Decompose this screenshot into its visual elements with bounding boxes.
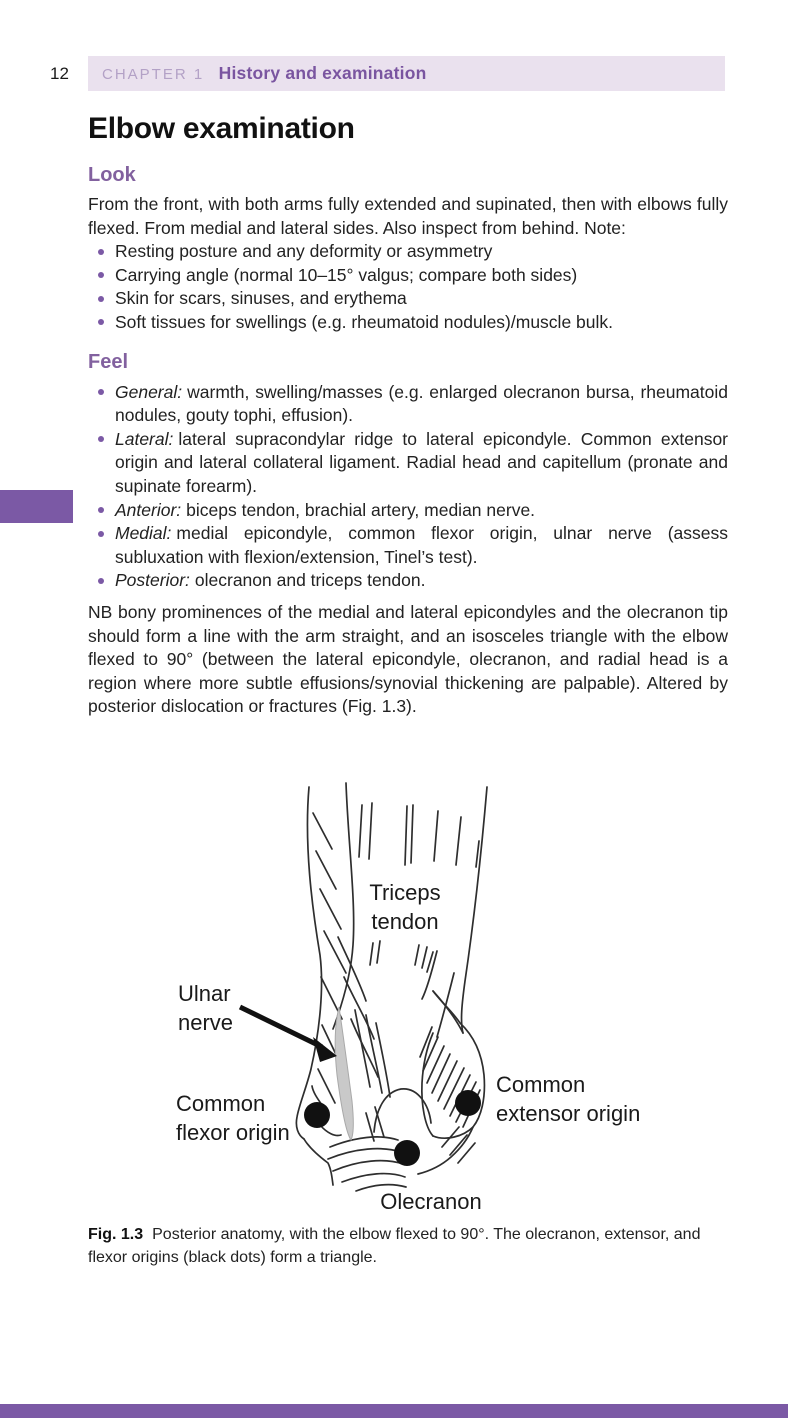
list-item bbox=[88, 381, 728, 428]
list-item-text: Soft tissues for swellings (e.g. rheumatoid nodules)/muscle bulk. bbox=[115, 311, 614, 332]
nb-paragraph: NB bony prominences of the medial and lateral epicondyles and the olecranon tip should form a line with the arm straight, and an isosceles triangle with the elbow flexed to 90° (between the lateral epicondyle, olecranon, and radial head is a region where more subtle effusions/synovial thickening are palpable). Altered by posterior dislocation or fractures (Fig. 1.3). bbox=[88, 601, 728, 717]
section-heading-feel: Feel bbox=[88, 350, 129, 373]
list-item bbox=[88, 264, 728, 288]
list-item-lead: Anterior: bbox=[115, 499, 182, 520]
figure-caption-number: Fig. 1.3 bbox=[88, 1226, 144, 1243]
list-item-text: lateral supracondylar ridge to lateral epicondyle. Common extensor origin and lateral collateral ligament. Radial head and capitellum (pronate and supinate forearm). bbox=[115, 428, 728, 496]
bullet-icon bbox=[98, 507, 104, 513]
bullet-icon bbox=[98, 436, 104, 442]
list-item bbox=[88, 522, 728, 569]
figure-label-common-extensor-origin: Common extensor origin bbox=[496, 1072, 641, 1126]
list-item-text: medial epicondyle, common flexor origin, ulnar nerve (assess subluxation with flexion/extension, Tinel’s test). bbox=[115, 523, 728, 567]
list-item bbox=[88, 311, 728, 335]
look-intro-paragraph: From the front, with both arms fully extended and supinated, then with elbows fully flexed. From medial and lateral sides. Also inspect from behind. Note: bbox=[88, 194, 728, 238]
page-footer-bar bbox=[0, 1404, 788, 1418]
feel-bullet-list bbox=[88, 381, 728, 593]
main-content bbox=[88, 0, 728, 719]
page-number: 12 bbox=[50, 64, 69, 83]
list-item bbox=[88, 240, 728, 264]
chapter-title: History and examination bbox=[218, 63, 427, 83]
page-title: Elbow examination bbox=[88, 112, 355, 145]
list-item-lead: Lateral: bbox=[115, 428, 174, 449]
figure-elbow-posterior-anatomy bbox=[170, 775, 650, 1215]
bullet-icon bbox=[98, 296, 104, 302]
figure-label-triceps-tendon: Triceps tendon bbox=[369, 880, 441, 934]
figure-label-common-flexor-origin: Common flexor origin bbox=[176, 1091, 290, 1145]
figure-caption bbox=[88, 1224, 736, 1269]
extensor-origin-dot bbox=[455, 1090, 481, 1116]
list-item-text: biceps tendon, brachial artery, median nerve. bbox=[186, 499, 536, 520]
list-item-lead: General: bbox=[115, 381, 183, 402]
list-item-text: Carrying angle (normal 10–15° valgus; compare both sides) bbox=[115, 264, 578, 285]
bullet-icon bbox=[98, 578, 104, 584]
list-item-text: Skin for scars, sinuses, and erythema bbox=[115, 288, 407, 309]
list-item-lead: Medial: bbox=[115, 523, 172, 544]
bullet-icon bbox=[98, 389, 104, 395]
bullet-icon bbox=[98, 272, 104, 278]
bullet-icon bbox=[98, 531, 104, 537]
figure-label-olecranon: Olecranon bbox=[380, 1189, 482, 1214]
list-item bbox=[88, 499, 728, 523]
list-item-lead: Posterior: bbox=[115, 570, 190, 591]
figure-label-ulnar-nerve: Ulnar nerve bbox=[178, 981, 234, 1035]
ulnar-nerve-shape bbox=[335, 1007, 353, 1140]
chapter-label: CHAPTER 1 bbox=[102, 66, 205, 83]
list-item bbox=[88, 569, 728, 593]
list-item-text: olecranon and triceps tendon. bbox=[194, 570, 426, 591]
bullet-icon bbox=[98, 249, 104, 255]
chapter-thumb-tab bbox=[0, 490, 73, 523]
bullet-icon bbox=[98, 319, 104, 325]
list-item bbox=[88, 428, 728, 499]
figure-caption-text: Posterior anatomy, with the elbow flexed to 90°. The olecranon, extensor, and flexor origins (black dots) form a triangle. bbox=[88, 1226, 701, 1266]
olecranon-dot bbox=[394, 1140, 420, 1166]
list-item bbox=[88, 287, 728, 311]
list-item-text: Resting posture and any deformity or asymmetry bbox=[115, 241, 493, 262]
section-heading-look: Look bbox=[88, 164, 136, 186]
look-bullet-list bbox=[88, 240, 728, 334]
list-item-text: warmth, swelling/masses (e.g. enlarged olecranon bursa, rheumatoid nodules, gouty tophi, effusion). bbox=[115, 381, 728, 426]
